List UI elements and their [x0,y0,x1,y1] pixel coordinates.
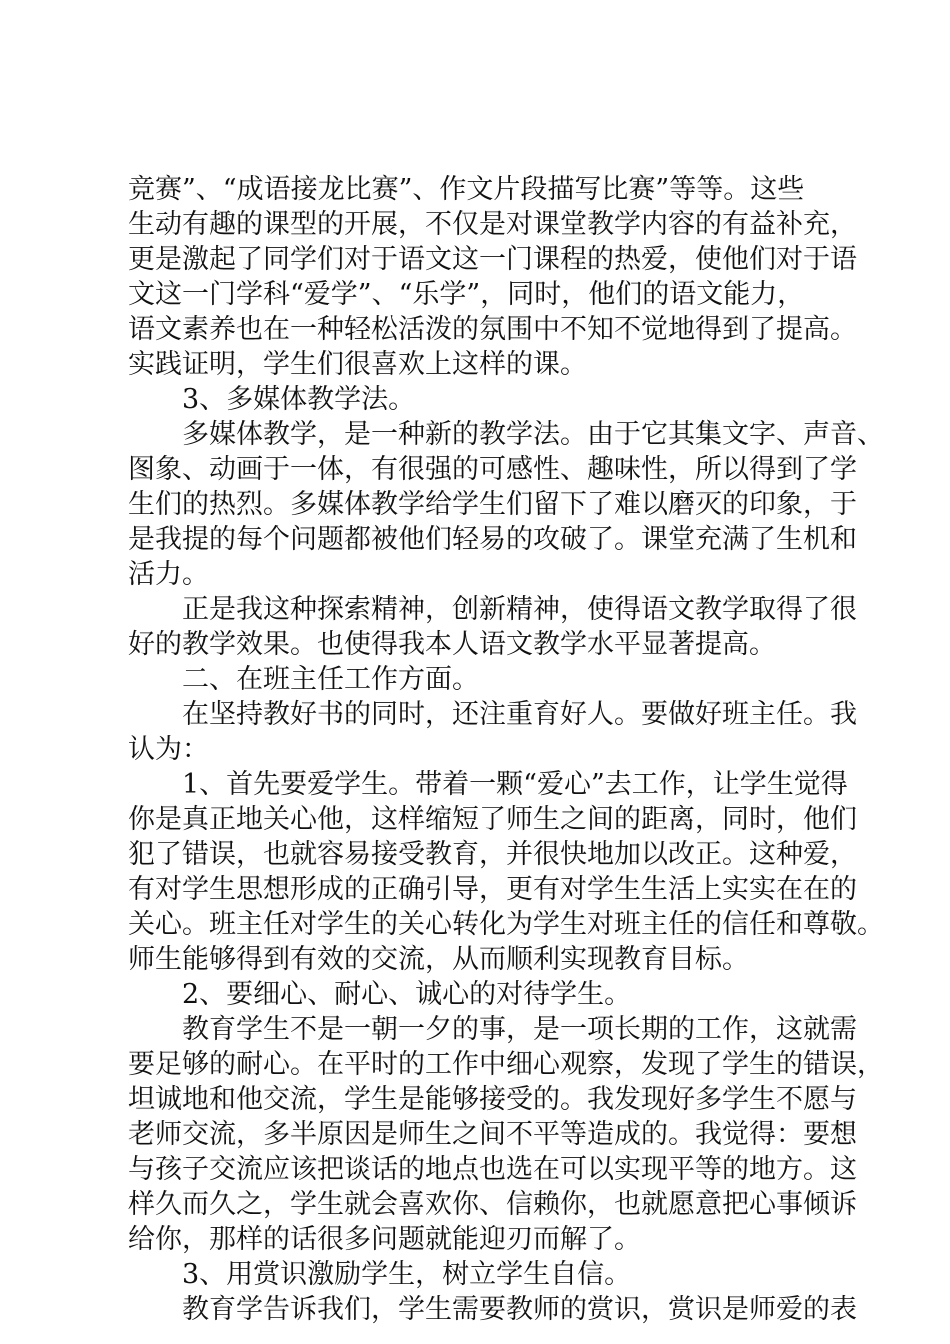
text-line: 实践证明，学生们很喜欢上这样的课。 [128,349,587,380]
text-line: 有对学生思想形成的正确引导，更有对学生生活上实实在在的 [128,874,857,905]
text-line: 竞赛”、“成语接龙比赛”、作文片段描写比赛”等等。这些 [128,174,805,205]
text-line: 是我提的每个问题都被他们轻易的攻破了。课堂充满了生机和 [128,524,857,555]
text-line: 老师交流，多半原因是师生之间不平等造成的。我觉得：要想 [128,1119,857,1150]
text-line: 多媒体教学，是一种新的教学法。由于它其集文字、声音、 [182,419,884,450]
text-line: 坦诚地和他交流，学生是能够接受的。我发现好多学生不愿与 [128,1084,857,1115]
text-line: 认为： [128,734,209,765]
text-line: 生们的热烈。多媒体教学给学生们留下了难以磨灭的印象，于 [128,489,857,520]
text-line: 给你，那样的话很多问题就能迎刃而解了。 [128,1224,641,1255]
text-line: 好的教学效果。也使得我本人语文教学水平显著提高。 [128,629,776,660]
text-line: 教育学生不是一朝一夕的事，是一项长期的工作，这就需 [182,1014,857,1045]
text-line: 关心。班主任对学生的关心转化为学生对班主任的信任和尊敬。 [128,909,884,940]
text-line: 你是真正地关心他，这样缩短了师生之间的距离，同时，他们 [128,804,857,835]
text-line: 更是激起了同学们对于语文这一门课程的热爱，使他们对于语 [128,244,857,275]
section-heading: 1、首先要爱学生。带着一颗“爱心”去工作，让学生觉得 [182,769,848,800]
text-line: 要足够的耐心。在平时的工作中细心观察，发现了学生的错误， [128,1049,884,1080]
text-line: 生动有趣的课型的开展，不仅是对课堂教学内容的有益补充， [128,209,857,240]
text-line: 语文素养也在一种轻松活泼的氛围中不知不觉地得到了提高。 [128,314,857,345]
text-line: 正是我这种探索精神，创新精神，使得语文教学取得了很 [182,594,857,625]
text-line: 与孩子交流应该把谈话的地点也选在可以实现平等的地方。这 [128,1154,857,1185]
text-line: 图象、动画于一体，有很强的可感性、趣味性，所以得到了学 [128,454,857,485]
text-line: 师生能够得到有效的交流，从而顺利实现教育目标。 [128,944,749,975]
text-line: 样久而久之，学生就会喜欢你、信赖你，也就愿意把心事倾诉 [128,1189,857,1220]
document-body [128,172,884,1327]
text-line: 教育学告诉我们，学生需要教师的赏识，赏识是师爱的表 [182,1294,857,1325]
section-heading: 二、在班主任工作方面。 [182,664,479,695]
text-line: 在坚持教好书的同时，还注重育好人。要做好班主任。我 [182,699,857,730]
section-heading: 3、用赏识激励学生，树立学生自信。 [182,1259,632,1290]
section-heading: 3、多媒体教学法。 [182,384,416,415]
text-line: 活力。 [128,559,209,590]
text-line: 犯了错误，也就容易接受教育，并很快地加以改正。这种爱， [128,839,857,870]
section-heading: 2、要细心、耐心、诚心的对待学生。 [182,979,632,1010]
text-line: 文这一门学科“爱学”、“乐学”，同时，他们的语文能力， [128,279,805,310]
